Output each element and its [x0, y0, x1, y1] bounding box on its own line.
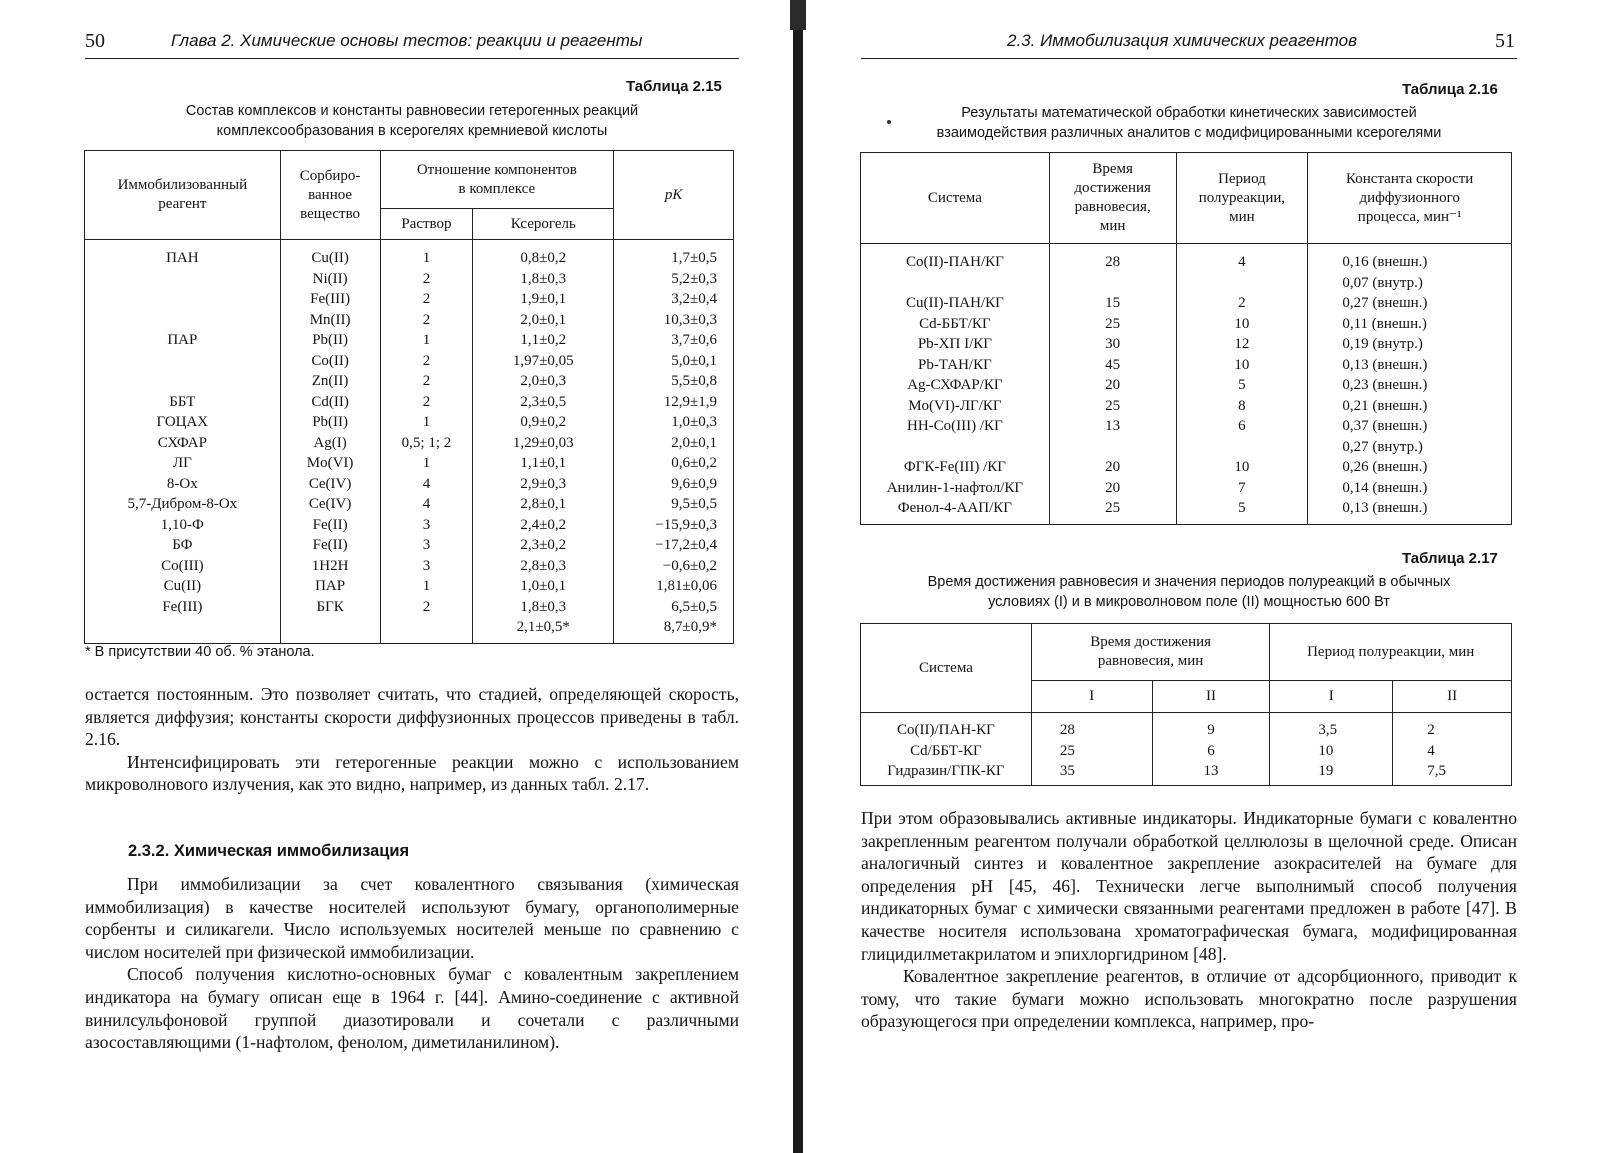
table-cell: 2	[1427, 722, 1435, 738]
header-i: I	[1031, 681, 1152, 713]
header-text: Время	[1092, 161, 1133, 177]
table-cell: 6	[1238, 418, 1246, 434]
header-ii: II	[1393, 681, 1512, 713]
table-cell: 1	[422, 250, 431, 266]
header-xerogel: Ксерогель	[473, 209, 614, 240]
table-cell: 4	[422, 496, 431, 512]
table-cell: 28	[1105, 254, 1121, 270]
paragraph: Интенсифицировать эти гетерогенные реакции можно с использованием микроволнового излучения, как это видно, например, из данных табл. 2.17.	[85, 751, 739, 795]
table-cell	[89, 617, 276, 638]
left-page	[0, 0, 790, 1153]
header-constant	[1308, 153, 1512, 244]
time-i-column	[1031, 713, 1152, 786]
table-cell: 1,81±0,06	[656, 578, 717, 594]
header-text: диффузионного	[1359, 189, 1460, 206]
table-cell: Zn(II)	[311, 373, 349, 389]
table-cell: 7	[1238, 479, 1246, 496]
running-head-title: Глава 2. Химические основы тестов: реакции и реагенты	[171, 31, 643, 50]
header-pk	[614, 151, 734, 240]
table-cell: 0,27 (внутр.)	[1342, 438, 1423, 455]
table-cell: 2	[422, 393, 431, 410]
table-cell: 4	[1238, 254, 1246, 270]
time-ii-column	[1152, 713, 1270, 786]
table-cell: 20	[1105, 459, 1121, 475]
paragraph: Ковалентное закрепление реагентов, в отличие от адсорбционного, приводит к тому, что такие бумаги можно использовать многократно после разрушения образующегося при определении комплекса, например, про-	[861, 966, 1517, 1032]
table-cell: 1,97±0,05	[512, 352, 574, 369]
table-cell: 2	[1238, 295, 1246, 311]
table-label: Таблица 2.16	[1402, 81, 1498, 98]
header-text: ванное	[308, 186, 353, 203]
table-cell: ПАР	[315, 578, 346, 594]
table-2-15	[84, 150, 734, 644]
right-page	[805, 0, 1601, 1153]
period-i-column	[1270, 713, 1393, 786]
table-cell: 9	[1207, 722, 1215, 738]
table-cell: 10	[1318, 742, 1334, 759]
table-cell: 8	[1238, 397, 1246, 414]
table-cell: 3,2±0,4	[671, 291, 717, 307]
xerogel-column	[473, 240, 614, 644]
section-title: 2.3.2. Химическая иммобилизация	[128, 842, 410, 860]
table-cell: 25	[1059, 742, 1075, 759]
table-2-16	[860, 152, 1512, 525]
table-cell: Co(III)	[161, 557, 204, 574]
table-cell: 2,8±0,3	[520, 557, 567, 574]
table-cell: Cd-ББТ/КГ	[919, 315, 991, 332]
table-cell: 5	[1238, 500, 1246, 516]
book-spine-top	[790, 0, 806, 30]
paragraph: При иммобилизации за счет ковалентного связывания (химическая иммобилизация) в качестве носителей используют бумагу, органополимерные сорбенты и силикагели. Число используемых носителей меньше по сравнению с числом носителей при физической иммобилизации.	[85, 874, 739, 962]
table-cell: 2,4±0,2	[520, 516, 567, 533]
table-cell: Cu(II)-ПАН/КГ	[905, 295, 1004, 311]
table-cell: 1	[422, 414, 431, 430]
table-cell: −15,9±0,3	[655, 516, 717, 533]
table-caption	[861, 103, 1517, 143]
table-cell	[385, 617, 469, 638]
book-spine	[793, 0, 803, 1153]
table-caption	[85, 101, 739, 141]
table-cell: ЛГ	[172, 455, 192, 471]
table-cell: 3,5	[1318, 722, 1338, 738]
table-cell: 0,21 (внешн.)	[1342, 397, 1428, 414]
table-cell: 0,14 (внешн.)	[1342, 479, 1428, 496]
table-cell	[89, 289, 276, 310]
table-cell: Co(II)-ПАН/КГ	[905, 254, 1004, 270]
table-cell	[1054, 273, 1172, 294]
table-cell: 25	[1105, 315, 1121, 332]
table-caption-line: Результаты математической обработки кинетических зависимостей	[961, 105, 1417, 121]
table-cell: 0,13 (внешн.)	[1342, 500, 1428, 516]
table-cell: 0,19 (внутр.)	[1342, 336, 1423, 352]
table-cell: ФГК-Fe(III) /КГ	[903, 459, 1006, 475]
header-text: полуреакции,	[1198, 189, 1286, 206]
table-cell: 13	[1203, 763, 1219, 779]
table-caption-line: комплексообразования в ксерогелях кремниевой кислоты	[216, 123, 608, 139]
table-cell: НН-Co(III) /КГ	[907, 418, 1003, 434]
table-cell: −17,2±0,4	[655, 537, 717, 553]
table-cell: СХФАР	[157, 434, 207, 451]
period-column	[1176, 244, 1308, 525]
table-cell: 2,3±0,5	[520, 393, 567, 410]
header-text: вещество	[300, 205, 361, 222]
body-text-block-2	[85, 873, 739, 1054]
table-cell: 1	[422, 332, 431, 348]
page-number: 51	[1495, 30, 1515, 52]
table-cell: 9,6±0,9	[671, 475, 717, 492]
table-cell: Fe(III)	[162, 598, 203, 615]
table-cell	[89, 269, 276, 290]
table-cell: 1H2H	[311, 557, 349, 574]
table-2-17	[860, 623, 1512, 786]
table-cell: 9,5±0,5	[671, 496, 717, 512]
table-cell: 0,23 (внешн.)	[1342, 377, 1428, 393]
header-text: в комплексе	[458, 180, 536, 197]
table-cell	[1054, 437, 1172, 458]
table-cell: Fe(III)	[310, 291, 351, 307]
header-text: процесса, мин⁻¹	[1357, 208, 1462, 225]
page-number: 50	[85, 30, 105, 52]
header-text: Время достижения	[1090, 634, 1212, 650]
header-text: мин	[1229, 208, 1255, 225]
table-cell: 20	[1105, 377, 1121, 393]
table-cell: Ce(IV)	[308, 496, 352, 512]
table-cell: 2,0±0,3	[520, 373, 567, 389]
table-cell: 10,3±0,3	[663, 311, 717, 328]
table-cell: Pb(II)	[312, 332, 349, 348]
table-cell: 3,7±0,6	[671, 332, 717, 348]
table-cell: 1,1±0,1	[520, 455, 567, 471]
table-caption-line: Состав комплексов и константы равновесии гетерогенных реакций	[185, 103, 639, 119]
table-cell: Ag(I)	[313, 434, 347, 451]
table-cell: Ni(II)	[312, 270, 348, 287]
table-cell: Cu(II)	[311, 250, 349, 266]
period-ii-column	[1393, 713, 1512, 786]
table-cell: 25	[1105, 500, 1121, 516]
table-cell: БФ	[172, 537, 193, 553]
table-cell: Ag-СХФАР/КГ	[907, 377, 1003, 393]
table-cell: Fe(II)	[312, 537, 348, 553]
table-caption	[861, 572, 1517, 612]
header-system: Система	[861, 624, 1032, 713]
table-cell: 0,13 (внешн.)	[1342, 356, 1428, 373]
header-period: Период полуреакции, мин	[1270, 624, 1512, 681]
table-cell: 1,8±0,3	[520, 270, 567, 287]
table-cell: ГОЦАХ	[156, 414, 209, 430]
header-sorbate	[280, 151, 380, 240]
table-cell: Cd/ББТ-КГ	[910, 742, 982, 759]
table-cell: 30	[1105, 336, 1121, 352]
table-cell: 1,0±0,1	[520, 578, 567, 594]
table-cell	[1181, 437, 1304, 458]
table-cell: 45	[1105, 356, 1121, 373]
table-cell: 2	[422, 373, 431, 389]
table-cell: Mo(VI)-ЛГ/КГ	[908, 397, 1002, 414]
table-cell: 2	[422, 311, 431, 328]
header-text: равновесия,	[1074, 199, 1151, 215]
table-cell: 1,9±0,1	[520, 291, 567, 307]
table-cell: Cd(II)	[311, 393, 349, 410]
table-cell: 2	[422, 270, 431, 287]
running-head-title: 2.3. Иммобилизация химических реагентов	[1007, 31, 1358, 50]
table-cell: 1,7±0,5	[671, 250, 717, 266]
table-cell: 12	[1234, 336, 1250, 352]
paragraph: Способ получения кислотно-основных бумаг с ковалентным закреплением индикатора на бумагу описан еще в 1964 г. [44]. Амино-соединение с активной винилсульфоновой группой диазотировали и сочетали с различными азосоставляющими (1-нафтолом, фенолом, диметиланилином).	[85, 964, 739, 1053]
table-cell: Co(II)/ПАН-КГ	[897, 722, 995, 738]
table-cell: Анилин-1-нафтол/КГ	[886, 479, 1024, 496]
table-label: Таблица 2.17	[1402, 550, 1498, 567]
header-text: равновесия, мин	[1097, 653, 1204, 669]
table-cell: 13	[1105, 418, 1121, 434]
table-cell: ПАН	[166, 250, 199, 266]
table-cell: 2,0±0,1	[671, 434, 717, 451]
header-ii: II	[1152, 681, 1270, 713]
table-cell	[865, 273, 1045, 294]
table-cell: 5,0±0,1	[671, 352, 717, 369]
header-text: Период	[1218, 170, 1266, 187]
table-cell: 0,8±0,2	[520, 250, 567, 266]
header-text: мин	[1099, 218, 1126, 234]
table-caption-line: Время достижения равновесия и значения периодов полуреакций в обычных	[927, 574, 1451, 590]
table-caption-line: условиях (I) и в микроволновом поле (II) мощностью 600 Вт	[988, 594, 1390, 610]
header-text: реагент	[158, 196, 207, 212]
table-cell	[285, 617, 376, 638]
table-cell: 2	[422, 352, 431, 369]
table-cell	[89, 351, 276, 372]
pk-column	[614, 240, 734, 644]
table-cell: 1,0±0,3	[671, 414, 717, 430]
table-cell: Mn(II)	[309, 311, 351, 328]
table-cell: Фенол-4-ААП/КГ	[897, 500, 1012, 516]
table-cell: Co(II)	[311, 352, 349, 369]
table-cell: 5	[1238, 377, 1246, 393]
table-cell: 3	[422, 537, 431, 553]
table-cell	[89, 310, 276, 331]
table-cell: 1,1±0,2	[520, 332, 567, 348]
table-cell: 10	[1234, 356, 1250, 373]
table-cell: 1	[422, 455, 431, 471]
table-cell: 2,1±0,5*	[516, 619, 570, 635]
table-cell: 8-Ох	[166, 475, 198, 492]
table-cell: 2,8±0,1	[520, 496, 567, 512]
table-cell: Pb(II)	[312, 414, 349, 430]
solution-column	[380, 240, 473, 644]
table-cell: Ce(IV)	[308, 475, 352, 492]
table-cell: 19	[1318, 763, 1334, 779]
table-label: Таблица 2.15	[626, 78, 722, 95]
table-cell: 5,5±0,8	[671, 373, 717, 389]
table-cell: 2,9±0,3	[520, 475, 567, 492]
table-cell: ПАР	[167, 332, 198, 348]
running-head	[861, 28, 1517, 59]
header-ratio	[380, 151, 614, 209]
table-cell: 0,6±0,2	[671, 455, 717, 471]
header-text: достижения	[1074, 180, 1151, 196]
body-text-block-1	[85, 683, 739, 796]
table-cell: 2	[422, 291, 431, 307]
header-time	[1049, 153, 1176, 244]
table-cell: Pb-ХП I/КГ	[917, 336, 992, 352]
system-column	[861, 713, 1032, 786]
table-cell: 15	[1105, 295, 1121, 311]
table-cell: −0,6±0,2	[662, 557, 717, 574]
constant-column	[1308, 244, 1512, 525]
table-cell: 2,0±0,1	[520, 311, 567, 328]
table-cell: ББТ	[169, 393, 196, 410]
body-text-block	[861, 807, 1517, 1033]
table-cell: 4	[1427, 742, 1435, 759]
header-time	[1031, 624, 1270, 681]
table-cell: Гидразин/ГПК-КГ	[887, 763, 1005, 779]
table-cell: 5,2±0,3	[671, 270, 717, 287]
table-cell: 3	[422, 516, 431, 533]
header-text: pK	[664, 186, 683, 203]
header-solution: Раствор	[380, 209, 473, 240]
running-head	[85, 28, 739, 59]
table-cell: 6,5±0,5	[671, 598, 717, 615]
table-cell: 0,27 (внешн.)	[1342, 295, 1428, 311]
table-cell: 10	[1234, 459, 1250, 475]
table-cell: 12,9±1,9	[663, 393, 717, 410]
table-cell	[89, 371, 276, 392]
table-cell	[1181, 273, 1304, 294]
table-cell: 7,5	[1427, 763, 1446, 779]
header-period	[1176, 153, 1308, 244]
table-cell: 1,10-Ф	[160, 516, 204, 533]
table-cell: 2,3±0,2	[520, 537, 567, 553]
reagent-column	[85, 240, 281, 644]
table-cell: 3	[422, 557, 431, 574]
table-cell: 0,9±0,2	[520, 414, 567, 430]
paragraph: остается постоянным. Это позволяет считать, что стадией, определяющей скорость, является диффузия; константы скорости диффузионных процессов приведены в табл. 2.16.	[85, 684, 739, 750]
table-cell: Fe(II)	[312, 516, 348, 533]
header-reagent	[85, 151, 281, 240]
table-cell: 0,37 (внешн.)	[1342, 418, 1428, 434]
header-text: Отношение компонентов	[416, 161, 577, 178]
table-cell: 2	[422, 598, 431, 615]
paragraph: При этом образовывались активные индикаторы. Индикаторные бумаги с ковалентно закрепленным реагентом получали обработкой целлюлозы в щелочной среде. Описан аналогичный синтез и ковалентное закрепление азокрасителей на бумаге для определения pH [45, 46]. Технически легче выполнимый способ получения индикаторных бумаг с химически связанными реагентами предложен в работе [47]. В качестве носителя использована хроматографическая бумага, модифицированная глицидилметакрилатом и эпихлоргидрином [48].	[861, 808, 1517, 964]
table-cell: 0,5; 1; 2	[401, 434, 452, 451]
sorbate-column	[280, 240, 380, 644]
table-cell: Cu(II)	[163, 578, 202, 594]
table-cell: 5,7-Дибром-8-Ох	[127, 496, 238, 512]
table-cell: БГК	[316, 598, 344, 615]
table-cell: 0,16 (внешн.)	[1342, 254, 1428, 270]
table-cell: 0,26 (внешн.)	[1342, 459, 1428, 475]
table-cell: 25	[1105, 397, 1121, 414]
header-i: I	[1270, 681, 1393, 713]
table-cell: 0,11 (внешн.)	[1342, 315, 1427, 332]
table-cell: 8,7±0,9*	[663, 619, 717, 635]
system-column	[861, 244, 1050, 525]
table-cell: 4	[422, 475, 431, 492]
table-cell: 1,29±0,03	[512, 434, 574, 451]
header-text: Иммобилизованный	[117, 177, 248, 193]
table-cell: 0,07 (внутр.)	[1342, 274, 1423, 291]
table-cell: 1	[422, 578, 431, 594]
table-cell: 28	[1059, 722, 1075, 738]
header-system: Система	[861, 153, 1050, 244]
header-text: Сорбиро-	[299, 167, 361, 184]
table-cell: 10	[1234, 315, 1250, 332]
table-cell: 6	[1207, 742, 1215, 759]
table-cell: 35	[1059, 763, 1075, 779]
table-cell: 1,8±0,3	[520, 598, 567, 615]
header-text: Константа скорости	[1346, 170, 1474, 187]
time-column	[1049, 244, 1176, 525]
table-footnote: * В присутствии 40 об. % этанола.	[85, 644, 315, 660]
table-cell: Mo(VI)	[306, 455, 354, 471]
table-cell: Pb-ТАН/КГ	[918, 356, 992, 373]
table-caption-line: взаимодействия различных аналитов с модифицированными ксерогелями	[936, 125, 1442, 141]
table-cell: 20	[1105, 479, 1121, 496]
table-cell	[865, 437, 1045, 458]
